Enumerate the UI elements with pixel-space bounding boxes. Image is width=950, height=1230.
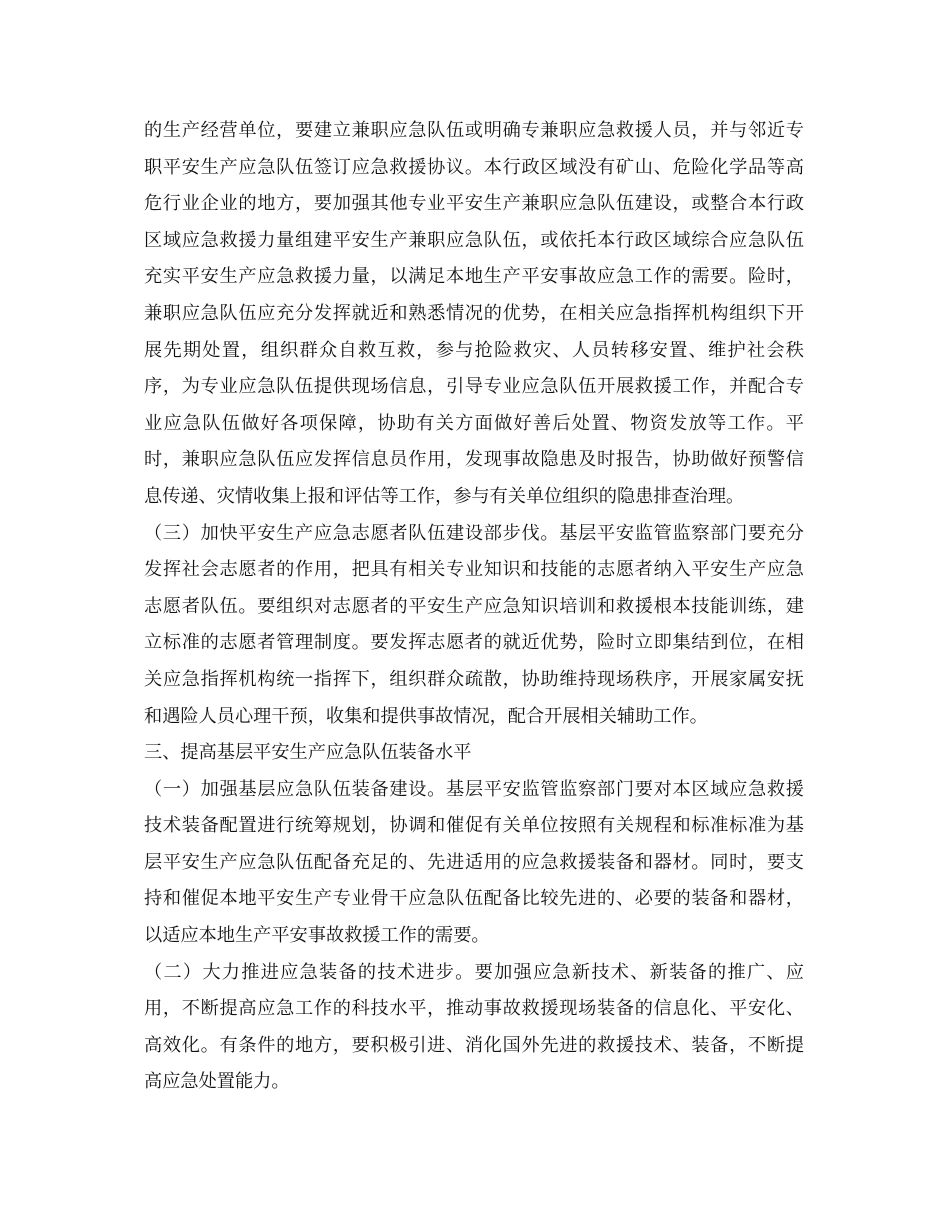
text-line: 发挥社会志愿者的作用，把具有相关专业知识和技能的志愿者纳入平安生产应急 <box>144 559 804 581</box>
text-line: 高效化。有条件的地方，要积极引进、消化国外先进的救援技术、装备，不断提 <box>144 1034 804 1056</box>
text-line: （一）加强基层应急队伍装备建设。基层平安监管监察部门要对本区域应急救援 <box>144 778 804 800</box>
text-line: 志愿者队伍。要组织对志愿者的平安生产应急知识培训和救援根本技能训练，建 <box>144 595 804 617</box>
text-line: 以适应本地生产平安事故救援工作的需要。 <box>144 925 490 947</box>
document-body <box>144 113 804 1101</box>
text-line: 立标准的志愿者管理制度。要发挥志愿者的就近优势，险时立即集结到位，在相 <box>144 632 804 654</box>
text-line: 业应急队伍做好各项保障，协助有关方面做好善后处置、物资发放等工作。平 <box>144 412 804 434</box>
text-line: 职平安生产应急队伍签订应急救援协议。本行政区域没有矿山、危险化学品等高 <box>144 156 804 178</box>
text-line: 层平安生产应急队伍配备充足的、先进适用的应急救援装备和器材。同时，要支 <box>144 851 804 873</box>
text-line: 序，为专业应急队伍提供现场信息，引导专业应急队伍开展救援工作，并配合专 <box>144 376 804 398</box>
text-line: 三、提高基层平安生产应急队伍装备水平 <box>144 742 472 764</box>
text-line: 和遇险人员心理干预，收集和提供事故情况，配合开展相关辅助工作。 <box>144 705 708 727</box>
text-line: 展先期处置，组织群众自救互救，参与抢险救灾、人员转移安置、维护社会秩 <box>144 339 804 361</box>
text-line: 用，不断提高应急工作的科技水平，推动事故救援现场装备的信息化、平安化、 <box>144 998 804 1020</box>
text-line: 息传递、灾情收集上报和评估等工作，参与有关单位组织的隐患排查治理。 <box>144 485 745 507</box>
text-line: 持和催促本地平安生产专业骨干应急队伍配备比较先进的、必要的装备和器材， <box>144 888 804 910</box>
text-line: 技术装备配置进行统筹规划，协调和催促有关单位按照有关规程和标准标准为基 <box>144 815 804 837</box>
text-line: 危行业企业的地方，要加强其他专业平安生产兼职应急队伍建设，或整合本行政 <box>144 193 804 215</box>
text-line: （二）大力推进应急装备的技术进步。要加强应急新技术、新装备的推广、应 <box>144 961 804 983</box>
text-line: 高应急处置能力。 <box>144 1071 290 1093</box>
text-line: 的生产经营单位，要建立兼职应急队伍或明确专兼职应急救援人员，并与邻近专 <box>144 120 804 141</box>
text-line: 区域应急救援力量组建平安生产兼职应急队伍，或依托本行政区域综合应急队伍 <box>144 229 804 251</box>
text-line: 时，兼职应急队伍应发挥信息员作用，发现事故隐患及时报告，协助做好预警信 <box>144 449 804 471</box>
text-line: 充实平安生产应急救援力量，以满足本地生产平安事故应急工作的需要。险时， <box>144 266 804 288</box>
text-line: 兼职应急队伍应充分发挥就近和熟悉情况的优势，在相关应急指挥机构组织下开 <box>144 302 804 324</box>
text-line: 关应急指挥机构统一指挥下，组织群众疏散，协助维持现场秩序，开展家属安抚 <box>144 668 804 690</box>
text-line: （三）加快平安生产应急志愿者队伍建设部步伐。基层平安监管监察部门要充分 <box>144 522 804 544</box>
